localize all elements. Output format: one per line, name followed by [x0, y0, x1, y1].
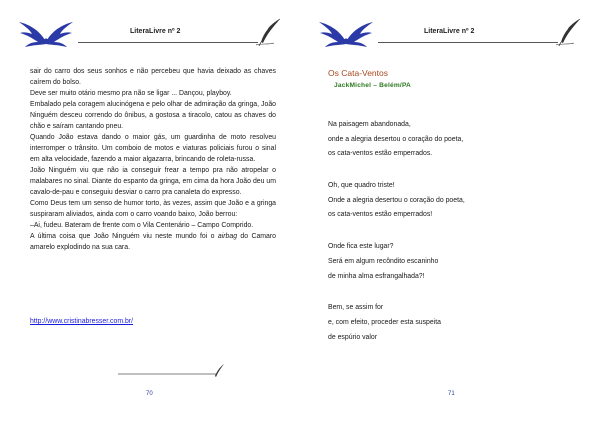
poem-author: JackMichel – Belém/PA — [334, 82, 412, 89]
paragraph: Como Deus tem um senso de humor torto, às vezes, assim que João e a gringa suspiraram aliviados, ainda com o carro voando baixo, João berrou: — [30, 200, 276, 218]
poem-line: de minha alma esfrangalhada?! — [328, 272, 425, 280]
paragraph: –Ai, fudeu. Bateram de frente com o Vila Centenário – Campo Comprido. — [30, 222, 254, 229]
page-header — [18, 18, 282, 54]
poem-title: Os Cata-Ventos — [328, 68, 389, 78]
magazine-title: LiteraLivre nº 2 — [130, 28, 181, 35]
header-rule — [78, 42, 258, 43]
stanza — [328, 240, 568, 284]
poem-line: Oh, que quadro triste! — [328, 182, 395, 190]
paragraph: João Ninguém viu que não ia conseguir frear a tempo pra não atropelar o malabares no sinal. Diante do espanto da gringa, em cima da hora João deu um cavalo-de-pau e conseguiu desviar o carro pra canaleta do expresso. — [30, 167, 276, 196]
poem-line: Onde a alegria desertou o coração do poeta, — [328, 196, 465, 204]
paragraph — [30, 231, 276, 253]
stanza — [328, 118, 568, 162]
paragraph: sair do carro dos seus sonhos e não percebeu que havia deixado as chaves caírem do bolso. — [30, 68, 276, 86]
paragraph-text: do Camaro amarelo explodindo na sua cara. — [30, 233, 276, 251]
winged-logo-icon — [318, 20, 374, 50]
poem-line: Bem, se assim for — [328, 304, 384, 312]
stanza — [328, 301, 568, 345]
author-website-link[interactable]: http://www.cristinabresser.com.br/ — [30, 318, 134, 325]
page-number: 70 — [146, 391, 153, 397]
paragraph: Quando João estava dando o maior gás, um guardinha de moto resolveu interromper o trânsito. Um comboio de motos e viaturas policiais furou o sinal em alta velocidade, fazendo a maior algazarra, brincando de roleta-russa. — [30, 134, 276, 163]
page-number: 71 — [448, 391, 455, 397]
magazine-title: LiteraLivre nº 2 — [424, 28, 475, 35]
paragraph-text: A última coisa que João Ninguém viu neste mundo foi o — [30, 233, 218, 240]
italic-word: airbag — [217, 233, 238, 240]
story-text — [30, 66, 276, 253]
poem-line: os cata-ventos estão emperrados! — [328, 211, 433, 219]
poem-line: de espúrio valor — [328, 333, 378, 341]
winged-logo-icon — [18, 20, 74, 50]
poem-line: onde a alegria desertou o coração do poeta, — [328, 135, 464, 143]
quill-pen-icon — [556, 18, 582, 48]
page-header — [318, 18, 582, 54]
stanza — [328, 179, 568, 223]
paragraph: Deve ser muito otário mesmo pra não se ligar ... Dançou, playboy. — [30, 90, 232, 97]
poem-line: Será em algum recôndito escaninho — [328, 257, 439, 265]
poem-line: os cata-ventos estão emperrados. — [328, 150, 433, 158]
quill-pen-icon — [256, 18, 282, 48]
footer-ornament-icon — [116, 362, 226, 380]
paragraph: Embalado pela coragem alucinógena e pelo olhar de admiração da gringa, João Ninguém desceu correndo do ônibus, a gostosa a tiracolo, catou as chaves do chão e saíram cantando pneu. — [30, 101, 276, 130]
poem-line: e, com efeito, proceder esta suspeita — [328, 318, 441, 326]
poem-line: Na paisagem abandonada, — [328, 121, 411, 128]
poem-line: Onde fica este lugar? — [328, 243, 394, 251]
poem-body — [328, 118, 568, 345]
header-rule — [378, 42, 558, 43]
